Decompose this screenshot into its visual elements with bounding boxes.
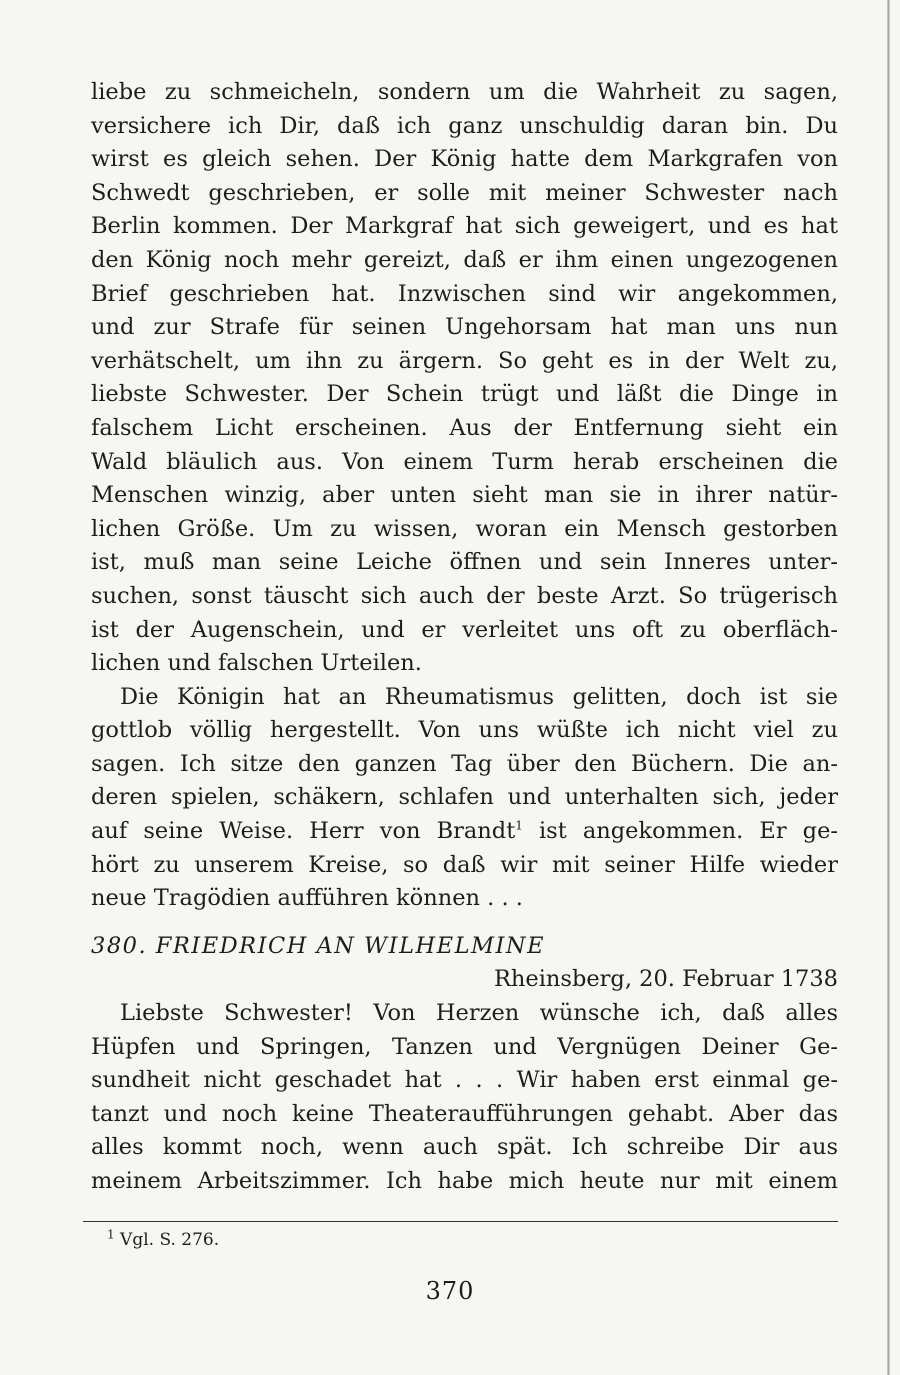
text-line: Schwedt geschrieben, er solle mit meiner Schwester nach — [91, 179, 838, 206]
text-line: Menschen winzig, aber unten sieht man sie in ihrer natür- — [91, 482, 838, 509]
page-edge-shadow — [887, 0, 890, 1375]
text-line: sundheit nicht geschadet hat . . . Wir haben erst einmal ge- — [91, 1067, 838, 1094]
text-line: ist der Augenschein, und er verleitet uns oft zu oberfläch- — [91, 616, 838, 643]
text-line: den König noch mehr gereizt, daß er ihm einen ungezogenen — [91, 246, 838, 273]
text-line: deren spielen, schäkern, schlafen und unterhalten sich, jeder — [91, 784, 838, 811]
text-line: und zur Strafe für seinen Ungehorsam hat man uns nun — [91, 314, 838, 341]
text-line: sagen. Ich sitze den ganzen Tag über den Büchern. Die an- — [91, 750, 838, 777]
footnote-rule — [83, 1221, 838, 1222]
text-line: Die Königin hat an Rheumatismus gelitten, doch ist sie — [120, 683, 838, 710]
footnote-reference: 1 — [515, 818, 523, 833]
text-line: alles kommt noch, wenn auch spät. Ich schreibe Dir aus — [91, 1134, 838, 1161]
text-line: liebe zu schmeicheln, sondern um die Wahrheit zu sagen, — [91, 79, 838, 105]
text-line: Brief geschrieben hat. Inzwischen sind wir angekommen, — [91, 280, 838, 307]
text-line: suchen, sonst täuscht sich auch der beste Arzt. So trügerisch — [91, 582, 838, 609]
body-text — [91, 76, 838, 1199]
footnote — [107, 1229, 219, 1251]
text-line: hört zu unserem Kreise, so daß wir mit seiner Hilfe wieder — [91, 851, 838, 878]
text-line-with-footnote-ref — [91, 815, 838, 849]
text-segment: ist angekommen. Er ge- — [522, 818, 839, 845]
text-line: meinem Arbeitszimmer. Ich habe mich heute nur mit einem — [91, 1168, 838, 1194]
letter-section — [91, 930, 838, 1199]
text-segment: auf seine Weise. Herr von Brandt — [91, 818, 516, 845]
text-line: ist, muß man seine Leiche öffnen und sein Inneres unter- — [91, 549, 838, 576]
text-line: Wald bläulich aus. Von einem Turm herab erscheinen die — [91, 448, 838, 475]
text-line: wirst es gleich sehen. Der König hatte dem Markgrafen von — [91, 146, 838, 173]
text-line: falschem Licht erscheinen. Aus der Entfernung sieht ein — [91, 414, 838, 441]
letter-dateline: Rheinsberg, 20. Februar 1738 — [493, 966, 838, 993]
text-line: verhätschelt, um ihn zu ärgern. So geht es in der Welt zu, — [91, 347, 838, 374]
text-line: Hüpfen und Springen, Tanzen und Vergnügen Deiner Ge- — [91, 1033, 838, 1060]
text-line: liebste Schwester. Der Schein trügt und läßt die Dinge in — [91, 381, 838, 408]
footnote-text: Vgl. S. 276. — [114, 1230, 220, 1250]
text-line: lichen Größe. Um zu wissen, woran ein Mensch gestorben — [91, 515, 838, 542]
text-line: Liebste Schwester! Von Herzen wünsche ich, daß alles — [120, 1000, 838, 1027]
text-line: Berlin kommen. Der Markgraf hat sich geweigert, und es hat — [91, 213, 838, 240]
text-line: versichere ich Dir, daß ich ganz unschuldig daran bin. Du — [91, 112, 838, 139]
paragraph-2 — [91, 681, 838, 916]
paragraph-1 — [91, 76, 838, 681]
page-number: 370 — [425, 1277, 475, 1305]
footnote-mark: 1 — [107, 1227, 115, 1242]
text-line: tanzt und noch keine Theateraufführungen gehabt. Aber das — [91, 1100, 838, 1127]
text-line: lichen und falschen Urteilen. — [91, 650, 422, 677]
letter-heading: 380. FRIEDRICH AN WILHELMINE — [91, 932, 546, 959]
text-line: neue Tragödien aufführen können . . . — [91, 885, 523, 912]
text-line: gottlob völlig hergestellt. Von uns wüßte ich nicht viel zu — [91, 717, 838, 744]
